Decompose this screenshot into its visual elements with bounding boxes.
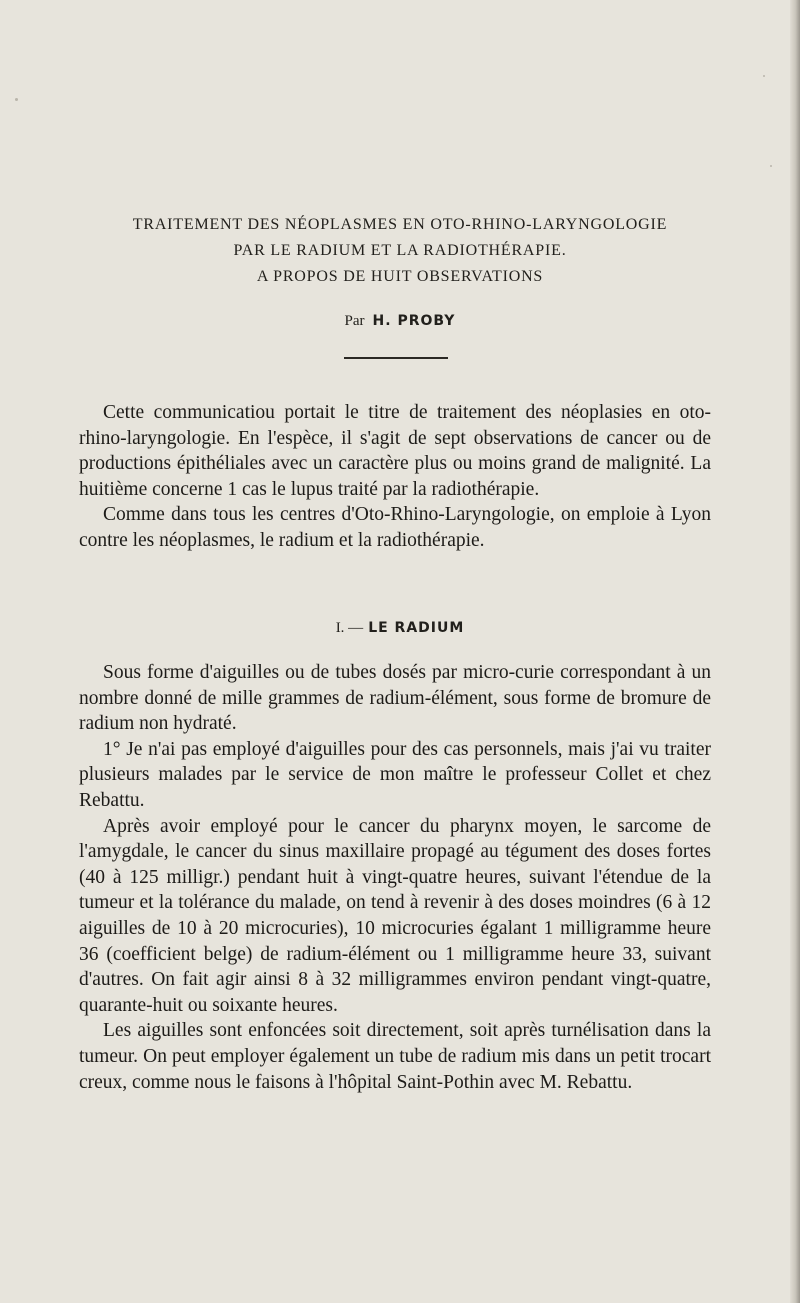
section-title: LE RADIUM <box>368 620 465 636</box>
intro-text <box>79 400 711 554</box>
title-line: PAR LE RADIUM ET LA RADIOTHÉRAPIE. <box>233 242 567 259</box>
author-name: H. PROBY <box>372 313 456 329</box>
article-title <box>90 212 710 290</box>
page-edge-shadow <box>790 0 800 1303</box>
paper-speck <box>15 98 18 101</box>
byline-prefix: Par <box>344 313 365 329</box>
title-line: TRAITEMENT DES NÉOPLASMES EN OTO-RHINO-LARYNGOLOGIE <box>132 216 668 233</box>
paper-speck <box>770 165 772 167</box>
paragraph: Sous forme d'aiguilles ou de tubes dosés par micro-curie correspondant à un nombre donné de mille grammes de radium-élément, sous forme de bromure de radium non hydraté. <box>79 662 711 735</box>
paper-speck <box>763 75 765 77</box>
paragraph: 1° Je n'ai pas employé d'aiguilles pour des cas personnels, mais j'ai vu traiter plusieurs malades par le service de mon maître le professeur Collet et chez Rebattu. <box>79 738 711 811</box>
byline <box>200 313 600 330</box>
paragraph: Les aiguilles sont enfoncées soit directement, soit après turnélisation dans la tumeur. On peut employer également un tube de radium mis dans un petit trocart creux, comme nous le faisons à l'hôpital Saint-Pothin avec M. Rebattu. <box>79 1020 711 1093</box>
section-heading <box>200 620 600 637</box>
paragraph: Comme dans tous les centres d'Oto-Rhino-Laryngologie, on emploie à Lyon contre les néoplasmes, le radium et la radiothérapie. <box>79 504 711 551</box>
title-divider <box>344 357 448 359</box>
paragraph: Après avoir employé pour le cancer du pharynx moyen, le sarcome de l'amygdale, le cancer du sinus maxillaire propagé au tégument des doses fortes (40 à 125 milligr.) pendant huit à vingt-quatre heures, suivant l'étendue de la tumeur et la tolérance du malade, on tend à revenir à des doses moindres (6 à 12 aiguilles de 10 à 20 microcuries), 10 microcuries égalant 1 milligramme heure 36 (coefficient belge) de radium-élément ou 1 milligramme heure 33, suivant d'autres. On fait agir ainsi 8 à 32 milligrammes environ pendant vingt-quatre, quarante-huit ou soixante heures. <box>79 815 711 1016</box>
section-number: I. — <box>335 620 364 636</box>
section-text <box>79 660 711 1095</box>
title-line: A PROPOS DE HUIT OBSERVATIONS <box>256 268 544 285</box>
paragraph: Cette communicatiou portait le titre de traitement des néoplasies en oto-rhino-laryngologie. En l'espèce, il s'agit de sept observations de cancer ou de productions épithéliales avec un caractère plus ou moins grand de malignité. La huitième concerne 1 cas le lupus traité par la radiothérapie. <box>79 402 711 500</box>
